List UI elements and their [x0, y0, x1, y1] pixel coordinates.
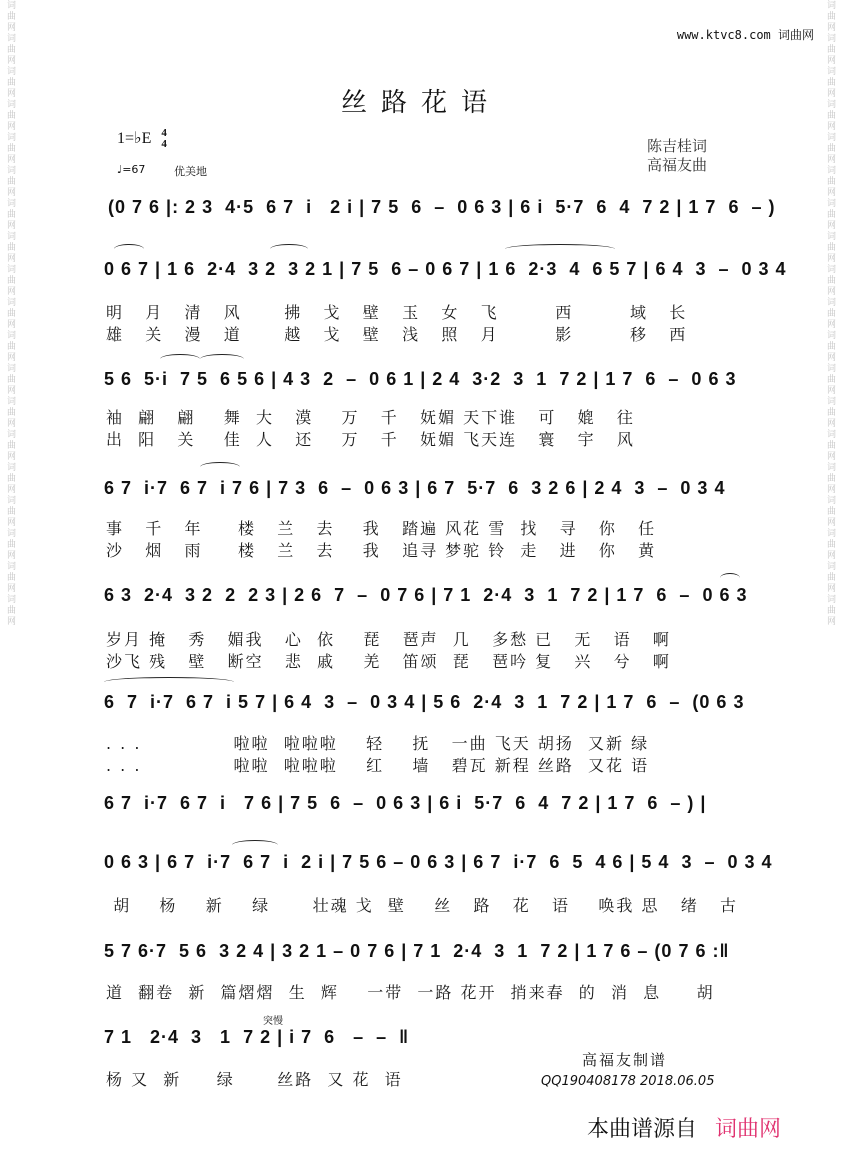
music-line-6: 6 7 i·7 6 7 i 7 6 | 7 5 6 – 0 6 3 | 6 i 5·7 6 4 7 2 | 1 7 6 – ) | — [104, 793, 707, 813]
time-signature — [161, 128, 167, 150]
tempo-mark: ♩=67 — [117, 163, 146, 176]
music-line-4: 6 3 2·4 3 2 2 2 3 | 2 6 7 – 0 7 6 | 7 1 2·4 3 1 7 2 | 1 7 6 – 0 6 3 — [104, 585, 748, 605]
lyric-line-2b: 出 阳 关 佳 人 还 万 千 妩媚 飞天连 寰 宇 风 — [106, 430, 635, 449]
slur-mark — [505, 244, 615, 254]
source-credit — [587, 1112, 781, 1143]
music-line-8: 5 7 6·7 5 6 3 2 4 | 3 2 1 – 0 7 6 | 7 1 2·4 3 1 7 2 | 1 7 6 – (0 7 6 :‖ — [104, 941, 730, 961]
slur-mark — [232, 840, 278, 850]
lyric-line-3a: 事 千 年 楼 兰 去 我 踏遍 风花 雪 找 寻 你 任 — [106, 519, 657, 538]
lyric-line-7: 胡 杨 新 绿 壮魂 戈 壁 丝 路 花 语 唤我 思 绪 古 — [106, 896, 738, 915]
lyric-line-1a: 明 月 清 风 拂 戈 壁 玉 女 飞 西 域 长 — [106, 303, 688, 322]
left-watermark: 词曲网词曲网词曲网词曲网词曲网词曲网词曲网词曲网词曲网词曲网词曲网词曲网词曲网词曲网词曲网词曲网词曲网词曲网词曲网 — [5, 0, 15, 627]
score-maker: 高福友制谱 — [582, 1051, 668, 1069]
slur-mark — [200, 354, 244, 364]
music-line-9: 7 1 2·4 3 1 7 2 | i 7 6 – – ‖ — [104, 1027, 410, 1047]
credits — [647, 137, 707, 175]
maker-contact-date: QQ190408178 2018.06.05 — [541, 1074, 715, 1089]
lyric-line-3b: 沙 烟 雨 楼 兰 去 我 追寻 梦驼 铃 走 进 你 黄 — [106, 541, 657, 560]
source-label: 本曲谱源自 — [587, 1117, 698, 1142]
composer: 高福友曲 — [647, 156, 708, 174]
slur-mark — [200, 462, 240, 472]
lyric-line-8: 道 翻卷 新 篇熠熠 生 辉 一带 一路 花开 捎来春 的 消 息 胡 — [106, 983, 715, 1002]
slur-mark — [104, 677, 234, 687]
lyric-line-5a: . . . 啦啦 啦啦啦 轻 抚 一曲 飞天 胡扬 又新 绿 — [106, 734, 650, 753]
lyric-line-9: 杨 又 新 绿 丝路 又 花 语 — [106, 1070, 403, 1089]
song-title: 丝路花语 — [340, 88, 501, 118]
lyric-line-2a: 袖 翩 翩 舞 大 漠 万 千 妩媚 天下谁 可 媲 往 — [106, 408, 635, 427]
music-line-5: 6 7 i·7 6 7 i 5 7 | 6 4 3 – 0 3 4 | 5 6 2·4 3 1 7 2 | 1 7 6 – (0 6 3 — [104, 692, 745, 712]
source-brand-link[interactable]: 词曲网 — [715, 1117, 782, 1142]
site-url[interactable]: www.ktvc8.com 词曲网 — [676, 28, 814, 42]
music-line-intro: (0 7 6 |: 2 3 4·5 6 7 i 2 i | 7 5 6 – 0 6 3 | 6 i 5·7 6 4 7 2 | 1 7 6 – ) — [108, 197, 776, 217]
lyric-line-4b: 沙飞 残 壁 断空 悲 戚 羌 笛颂 琵 琶吟 复 兴 兮 啊 — [106, 652, 671, 671]
slur-mark — [160, 354, 200, 364]
music-line-1: 0 6 7 | 1 6 2·4 3 2 3 2 1 | 7 5 6 – 0 6 7 | 1 6 2·3 4 6 5 7 | 6 4 3 – 0 3 4 — [104, 259, 787, 279]
slur-mark — [720, 573, 740, 583]
lyricist: 陈吉桂词 — [647, 137, 708, 155]
key-signature — [117, 128, 167, 150]
time-sig-bottom: 4 — [161, 138, 167, 151]
style-mark: 优美地 — [174, 165, 207, 178]
key-label: 1=♭E — [117, 130, 152, 147]
slur-mark — [114, 244, 144, 254]
lyric-line-1b: 雄 关 漫 道 越 戈 壁 浅 照 月 影 移 西 — [106, 325, 688, 344]
accel-mark: 突慢 — [263, 1016, 283, 1027]
lyric-line-4a: 岁月 掩 秀 媚我 心 依 琵 琶声 几 多愁 已 无 语 啊 — [106, 630, 671, 649]
music-line-3: 6 7 i·7 6 7 i 7 6 | 7 3 6 – 0 6 3 | 6 7 5·7 6 3 2 6 | 2 4 3 – 0 3 4 — [104, 478, 726, 498]
music-line-7: 0 6 3 | 6 7 i·7 6 7 i 2 i | 7 5 6 – 0 6 3 | 6 7 i·7 6 5 4 6 | 5 4 3 – 0 3 4 — [104, 852, 773, 872]
right-watermark: 词曲网词曲网词曲网词曲网词曲网词曲网词曲网词曲网词曲网词曲网词曲网词曲网词曲网词曲网词曲网词曲网词曲网词曲网词曲网 — [825, 0, 835, 627]
slur-mark — [270, 244, 308, 254]
music-line-2: 5 6 5·i 7 5 6 5 6 | 4 3 2 – 0 6 1 | 2 4 3·2 3 1 7 2 | 1 7 6 – 0 6 3 — [104, 369, 737, 389]
lyric-line-5b: . . . 啦啦 啦啦啦 红 墙 碧瓦 新程 丝路 又花 语 — [106, 756, 650, 775]
time-sig-top: 4 — [161, 127, 167, 140]
